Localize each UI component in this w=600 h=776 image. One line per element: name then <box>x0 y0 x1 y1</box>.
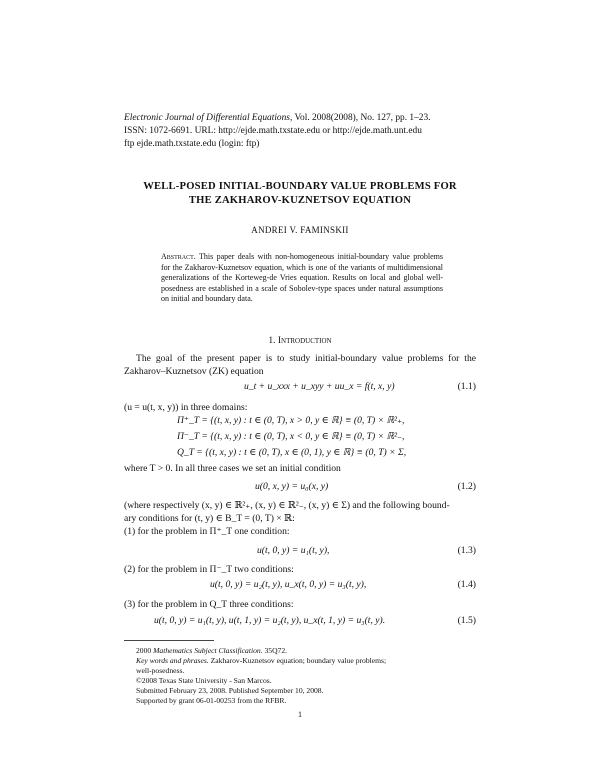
footnote-supported: Supported by grant 06-01-00253 from the RFBR. <box>136 696 287 705</box>
section-title: Introduction <box>277 336 332 346</box>
initial-condition-intro: where T > 0. In all three cases we set an initial condition <box>124 463 341 474</box>
equation-1-3: u(t, 0, y) = u₁(t, y), <box>257 545 330 556</box>
abstract-text: This paper deals with non-homogeneous initial-boundary value problems for the Zakharov-Kuznetsov equation, which is one of the variants of multidimensional generalizations of the Korteweg-de Vries equation. Results on local and global well-posedness are established in a scale of Sobolev-type spaces under natural assumptions on initial and boundary data. <box>161 252 444 304</box>
msc-label: Mathematics Subject Classification. <box>153 646 263 655</box>
paper-title-line1: WELL-POSED INITIAL-BOUNDARY VALUE PROBLEMS FOR <box>143 181 457 192</box>
case-1-text: (1) for the problem in Π⁺_T one condition: <box>124 526 290 537</box>
paper-title-line2: THE ZAKHAROV-KUZNETSOV EQUATION <box>188 195 412 206</box>
keywords-label: Key words and phrases. <box>136 656 209 665</box>
journal-header-line3: ftp ejde.math.txstate.edu (login: ftp) <box>124 139 260 149</box>
journal-name: Electronic Journal of Differential Equations <box>124 113 290 123</box>
equation-1-1: u_t + u_xxx + u_xyy + uu_x = f(t, x, y) <box>244 381 395 392</box>
equation-1-4: u(t, 0, y) = u₂(t, y), u_x(t, 0, y) = u₃(t, y), <box>210 579 367 590</box>
domain-pi-plus: Π⁺_T = {(t, x, y) : t ∈ (0, T), x > 0, y ∈ ℝ} ≡ (0, T) × ℝ²₊, <box>177 415 405 426</box>
footnote-keywords <box>136 656 386 666</box>
equation-1-5-number: (1.5) <box>457 615 476 626</box>
case-2-text: (2) for the problem in Π⁻_T two conditions: <box>124 564 294 575</box>
domain-q: Q_T = {(t, x, y) : t ∈ (0, T), x ∈ (0, 1), y ∈ ℝ} ≡ (0, T) × Σ, <box>177 447 407 458</box>
journal-volume: , Vol. 2008(2008), No. 127, pp. 1–23. <box>289 113 431 123</box>
msc-year: 2000 <box>136 646 152 655</box>
footnote-rule <box>124 640 214 641</box>
domains-intro: (u = u(t, x, y)) in three domains: <box>124 402 248 413</box>
equation-1-1-number: (1.1) <box>457 381 476 392</box>
page-number: 1 <box>298 710 302 719</box>
footnote-copyright: ©2008 Texas State University - San Marcos. <box>136 676 272 685</box>
section-number: 1. <box>268 336 276 346</box>
equation-1-2-number: (1.2) <box>457 481 476 492</box>
footnote-keywords-cont: well-posedness. <box>136 666 185 675</box>
intro-paragraph: The goal of the present paper is to study initial-boundary value problems for the Zakharov–Kuznetsov (ZK) equation <box>124 353 476 377</box>
equation-1-2: u(0, x, y) = u₀(x, y) <box>255 481 329 492</box>
journal-header-line1 <box>124 112 431 125</box>
abstract-label: Abstract. <box>161 252 196 261</box>
section-heading <box>0 336 600 346</box>
equation-1-5: u(t, 0, y) = u₁(t, y), u(t, 1, y) = u₂(t, y), u_x(t, 1, y) = u₃(t, y). <box>154 615 386 626</box>
keywords-value: Zakharov-Kuznetsov equation; boundary value problems; <box>210 656 387 665</box>
equation-1-3-number: (1.3) <box>457 545 476 556</box>
boundary-intro-line1: (where respectively (x, y) ∈ ℝ²₊, (x, y) ∈ ℝ²₋, (x, y) ∈ Σ) and the following bound- <box>124 500 450 511</box>
boundary-intro-line2: ary conditions for (t, y) ∈ B_T = (0, T) × ℝ: <box>124 513 295 524</box>
author: ANDREI V. FAMINSKII <box>251 225 349 235</box>
case-3-text: (3) for the problem in Q_T three conditions: <box>124 599 294 610</box>
abstract <box>161 252 443 305</box>
footnote-msc <box>136 646 287 656</box>
journal-header-line2: ISSN: 1072-6691. URL: http://ejde.math.txstate.edu or http://ejde.math.unt.edu <box>124 126 422 136</box>
msc-value: 35Q72. <box>264 646 288 655</box>
footnote-submitted: Submitted February 23, 2008. Published September 10, 2008. <box>136 686 324 695</box>
domain-pi-minus: Π⁻_T = {(t, x, y) : t ∈ (0, T), x < 0, y ∈ ℝ} ≡ (0, T) × ℝ²₋, <box>177 431 405 442</box>
equation-1-4-number: (1.4) <box>457 579 476 590</box>
